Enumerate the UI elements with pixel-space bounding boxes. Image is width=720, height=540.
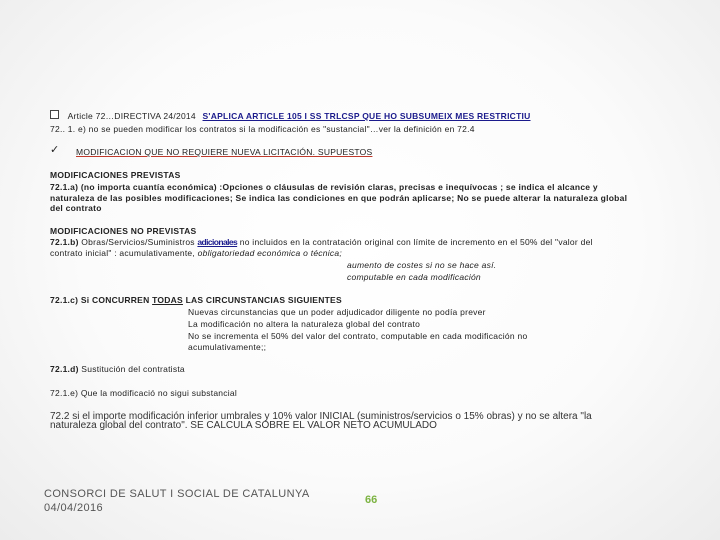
sec-c-item-3: No se incrementa el 50% del valor del contrato, computable en cada modificación no [188,331,528,341]
no-previstas-label: 72.1.b) [50,237,79,247]
no-previstas-text-a: Obras/Servicios/Suministros [78,237,198,247]
no-previstas-line-2-b: obligatoriedad económica o técnica; [197,248,343,258]
footer-date: 04/04/2016 [44,502,104,514]
check-text: MODIFICACION QUE NO REQUIERE NUEVA LICITACIÓN. SUPUESTOS [76,147,373,157]
no-previstas-line-4: computable en cada modificación [347,272,481,282]
page-number: 66 [365,494,378,506]
previstas-line-2: naturaleza de las posibles modificaciones; Se indica las condiciones en que podrán aplicarse; No se puede alterar la naturaleza global [50,193,628,203]
no-previstas-line-2 [50,248,342,258]
footer-org: CONSORCI DE SALUT I SOCIAL DE CATALUNYA [44,488,310,500]
sec-c-item-1: Nuevas circunstancias que un poder adjudicador diligente no podía prever [188,307,486,317]
adicionales-word: adicionales [197,237,238,247]
sec-c-item-2: La modificación no altera la naturaleza global del contrato [188,319,421,329]
no-previstas-line-3: aumento de costes si no se hace así. [347,260,497,270]
sec-c-item-4: acumulativamente;; [188,342,267,352]
sec-d-text: Sustitución del contratista [78,364,185,374]
sec-c-title: 72.1.c) Si CONCURREN TODAS LAS CIRCUNSTANCIAS SIGUIENTES [50,295,342,305]
todas-word: TODAS [152,295,183,305]
checkbox-bullet-icon [50,110,59,119]
header-prefix: Article 72…DIRECTIVA 24/2014 [67,111,196,121]
previstas-line-3: del contrato [50,203,102,213]
previstas-line-1: 72.1.a) (no importa cuantía económica) :Opciones o cláusulas de revisión claras, precisas e inequívocas ; se indica el alcance y [50,182,598,192]
sec-e: 72.1.e) Que la modificació no sigui substancial [50,388,238,398]
sec-d-label: 72.1.d) [50,364,79,374]
previstas-title: MODIFICACIONES PREVISTAS [50,170,181,180]
sec-2-line-2: naturaleza global del contrato". SE CALCULA SOBRE EL VALOR NETO ACUMULADO [50,420,437,431]
no-previstas-text-b: no incluidos en la contratación original con límite de incremento en el 50% del "valor del [237,237,593,247]
sec-d [50,364,185,374]
header-line-2: 72.. 1. e) no se pueden modificar los contratos si la modificación es "sustancial"…ver la definición en 72.4 [50,124,475,134]
check-icon: ✓ [50,144,60,156]
no-previstas-line-1 [50,237,593,247]
no-previstas-line-2-a: contrato inicial" : acumulativamente, [50,248,198,258]
header-link[interactable]: S'APLICA ARTICLE 105 I SS TRLCSP QUE HO SUBSUMEIX MES RESTRICTIU [202,111,531,121]
header-line [50,110,531,121]
sec-2-line-1: 72.2 si el importe modificación inferior umbrales y 10% valor INICIAL (suministros/servicios o 15% obras) y no se altera "la [50,411,592,422]
no-previstas-title: MODIFICACIONES NO PREVISTAS [50,226,197,236]
